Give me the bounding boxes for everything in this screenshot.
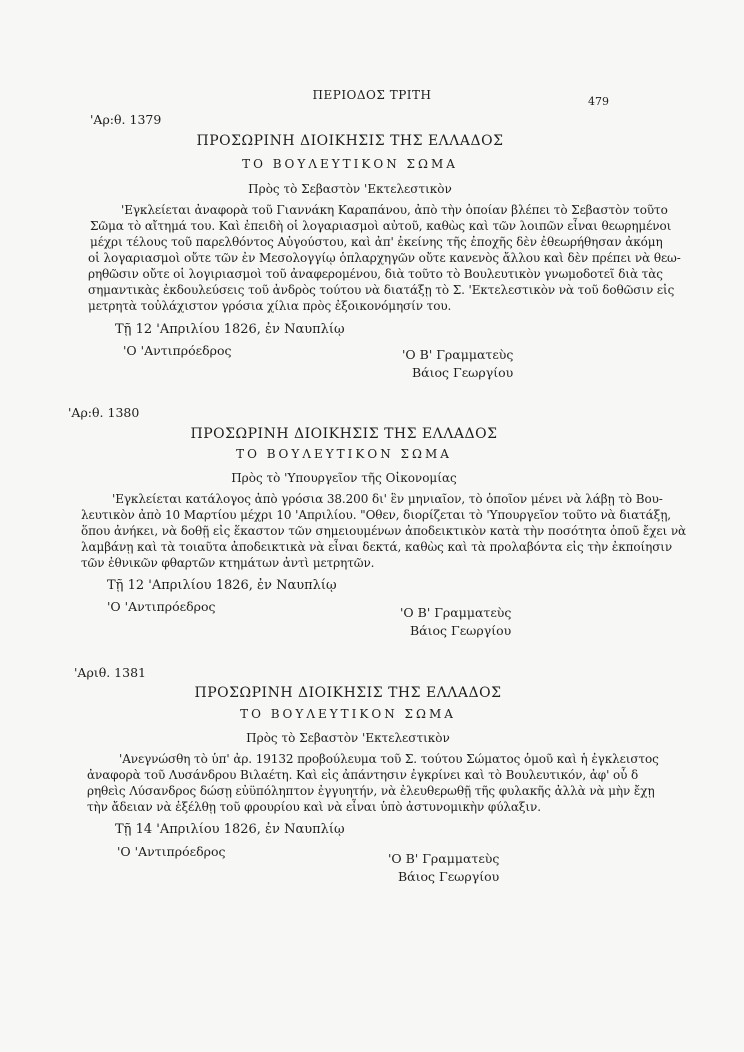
right-signatory-name: Βάιος Γεωργίου bbox=[412, 365, 514, 380]
running-head: ΠΕΡΙΟΔΟΣ ΤΡΙΤΗ bbox=[312, 88, 432, 102]
left-signatory: 'Ο 'Αντιπρόεδρος bbox=[107, 599, 216, 614]
document-number: 'Αριθ. 1381 bbox=[74, 665, 146, 680]
document-addressee: Πρὸς τὸ Σεβαστὸν 'Εκτελεστικὸν bbox=[246, 731, 450, 745]
dateline: Τῇ 12 'Απριλίου 1826, ἐν Ναυπλίῳ bbox=[115, 322, 345, 337]
body-line: 'Εγκλείεται κατάλογος ἀπὸ γρόσια 38.200 δι' ἓν μηνιαῖον, τὸ ὁποῖον μένει νὰ λάβῃ τὸ Βου- bbox=[112, 492, 663, 506]
right-signatory-name: Βάιος Γεωργίου bbox=[398, 869, 500, 884]
body-line: λαμβάνῃ καὶ τὰ τοιαῦτα ἀποδεικτικὰ νὰ εἶναι δεκτά, καθὼς καὶ τὰ προλαβόντα εἰς τὴν ἐκποίησιν bbox=[81, 540, 673, 554]
document-addressee: Πρὸς τὸ Σεβαστὸν 'Εκτελεστικὸν bbox=[248, 182, 452, 196]
document-subheading: ΤΟ ΒΟΥΛΕΥΤΙΚΟΝ ΣΩΜΑ bbox=[236, 447, 452, 461]
body-line: Σῶμα τὸ αἴτημά του. Καὶ ἐπειδὴ οἱ λογαριασμοὶ αὐτοῦ, καθὼς καὶ τῶν λοιπῶν εἶναι θεωρημένοι bbox=[90, 219, 672, 233]
dateline: Τῇ 12 'Απριλίου 1826, ἐν Ναυπλίῳ bbox=[107, 578, 337, 593]
right-signatory-title: 'Ο Β' Γραμματεὺς bbox=[400, 605, 512, 620]
body-line: 'Ανεγνώσθη τὸ ὑπ' ἀρ. 19132 προβούλευμα τοῦ Σ. τούτου Σώματος ὁμοῦ καὶ ἡ ἐγκλειστος bbox=[119, 752, 659, 766]
document-number: 'Αρ:θ. 1379 bbox=[90, 112, 162, 127]
body-line: οἱ λογαριασμοὶ οὔτε τῶν ἐν Μεσολογγίῳ ὁπλαρχηγῶν οὔτε κανενὸς ἄλλου καὶ δὲν πρέπει νὰ θεω- bbox=[88, 251, 681, 265]
body-line: ρηθεὶς Λύσανδρος δώσῃ εὐϋπόληπτον ἐγγυητήν, νὰ ἐλευθερωθῇ τῆς φυλακῆς ἀλλὰ νὰ μὴν ἔχῃ bbox=[87, 784, 655, 798]
document-addressee: Πρὸς τὸ 'Υπουργεῖον τῆς Οἰκονομίας bbox=[231, 471, 457, 485]
left-signatory: 'Ο 'Αντιπρόεδρος bbox=[117, 844, 226, 859]
body-line: ἀναφορὰ τοῦ Λυσάνδρου Βιλαέτη. Καὶ εἰς ἀπάντησιν ἐγκρίνει καὶ τὸ Βουλευτικόν, ἀφ' οὗ δ bbox=[87, 768, 639, 782]
body-line: λευτικὸν ἀπὸ 10 Μαρτίου μέχρι 10 'Απριλίου. "Οθεν, διορίζεται τὸ 'Υπουργεῖον τοῦτο νὰ διατάξῃ, bbox=[81, 508, 671, 522]
right-signatory-title: 'Ο Β' Γραμματεὺς bbox=[402, 347, 514, 362]
body-line: τὴν ἄδειαν νὰ ἐξέλθῃ τοῦ φρουρίου καὶ νὰ εἶναι ὑπὸ ἀστυνομικὴν φύλαξιν. bbox=[87, 800, 541, 814]
document-subheading: ΤΟ ΒΟΥΛΕΥΤΙΚΟΝ ΣΩΜΑ bbox=[242, 157, 458, 171]
dateline: Τῇ 14 'Απριλίου 1826, ἐν Ναυπλίῳ bbox=[115, 822, 345, 837]
right-signatory-name: Βάιος Γεωργίου bbox=[410, 623, 512, 638]
document-number: 'Αρ:θ. 1380 bbox=[68, 405, 140, 420]
left-signatory: 'Ο 'Αντιπρόεδρος bbox=[123, 343, 232, 358]
document-subheading: ΤΟ ΒΟΥΛΕΥΤΙΚΟΝ ΣΩΜΑ bbox=[240, 707, 456, 721]
body-line: ρηθῶσιν οὔτε οἱ λογιριασμοὶ τοῦ ἀναφερομένου, διὰ τοῦτο τὸ Βουλευτικὸν γνωμοδοτεῖ διὰ τὰς bbox=[88, 267, 663, 281]
document-heading: ΠΡΟΣΩΡΙΝΗ ΔΙΟΙΚΗΣΙΣ ΤΗΣ ΕΛΛΑΔΟΣ bbox=[196, 133, 504, 149]
body-line: τῶν ἐθνικῶν φθαρτῶν κτημάτων ἀντὶ μετρητῶν. bbox=[81, 556, 375, 570]
body-line: μετρητὰ τοὐλάχιστον γρόσια χίλια πρὸς ἐξοικονόμησίν του. bbox=[88, 299, 452, 313]
body-line: 'Εγκλείεται ἀναφορὰ τοῦ Γιαννάκη Καραπάνου, ἀπὸ τὴν ὁποίαν βλέπει τὸ Σεβαστὸν τοῦτο bbox=[121, 203, 668, 217]
body-line: μέχρι τέλους τοῦ παρελθόντος Αὐγούστου, καὶ ἀπ' ἐκείνης τῆς ἐποχῆς δὲν ἐθεωρήθησαν ἀκόμη bbox=[90, 235, 663, 249]
body-line: σημαντικὰς ἐκδουλεύσεις τοῦ ἀνδρὸς τούτου νὰ διατάξῃ τὸ Σ. 'Εκτελεστικὸν νὰ τοῦ δοθῶσιν εἰς bbox=[88, 283, 675, 297]
body-line: ὅπου ἀνήκει, νὰ δοθῇ εἰς ἕκαστον τῶν σημειουμένων ἀποδεικτικὸν κατὰ τὴν ποσότητα ὁποῦ ἔχει νὰ bbox=[81, 524, 687, 538]
document-heading: ΠΡΟΣΩΡΙΝΗ ΔΙΟΙΚΗΣΙΣ ΤΗΣ ΕΛΛΑΔΟΣ bbox=[194, 685, 502, 701]
document-heading: ΠΡΟΣΩΡΙΝΗ ΔΙΟΙΚΗΣΙΣ ΤΗΣ ΕΛΛΑΔΟΣ bbox=[190, 426, 498, 442]
page-number: 479 bbox=[588, 95, 609, 108]
right-signatory-title: 'Ο Β' Γραμματεὺς bbox=[388, 851, 500, 866]
